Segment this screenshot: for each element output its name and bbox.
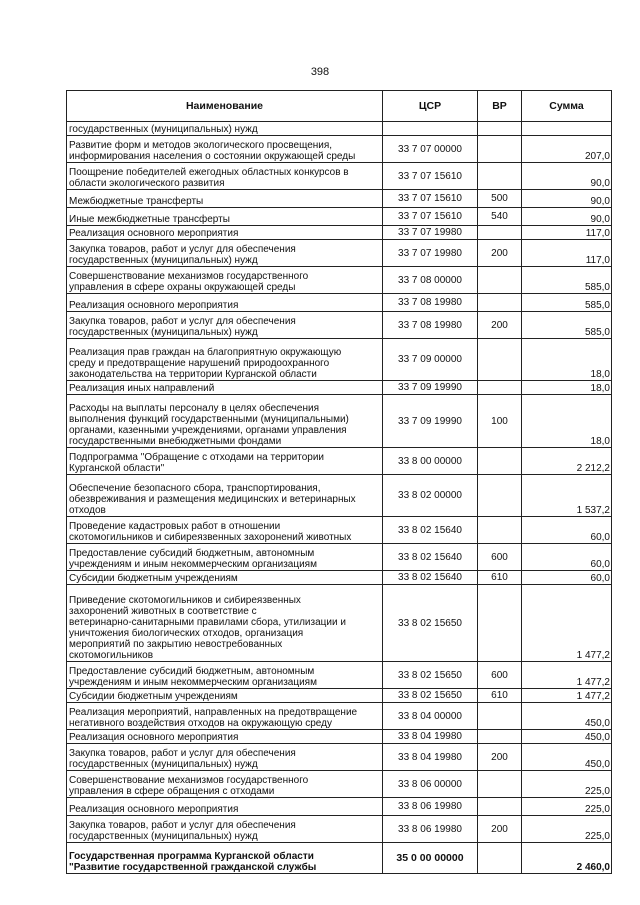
row-vr <box>478 798 522 816</box>
row-name: Закупка товаров, работ и услуг для обеспечения государственных (муниципальных) нужд <box>67 240 383 267</box>
row-name: Совершенствование механизмов государственного управления в сфере охраны окружающей среды <box>67 267 383 294</box>
row-sum: 207,0 <box>522 136 612 163</box>
row-csr: 33 7 09 00000 <box>383 339 478 381</box>
table-row <box>67 294 612 312</box>
row-name: Проведение кадастровых работ в отношении скотомогильников и сибиреязвенных захоронений животных <box>67 517 383 544</box>
table-row <box>67 798 612 816</box>
row-sum: 225,0 <box>522 798 612 816</box>
row-name: Предоставление субсидий бюджетным, автономным учреждениям и иным некоммерческим организациям <box>67 662 383 689</box>
row-sum: 225,0 <box>522 816 612 843</box>
row-sum: 117,0 <box>522 240 612 267</box>
row-sum: 1 477,2 <box>522 585 612 662</box>
row-name: Закупка товаров, работ и услуг для обеспечения государственных (муниципальных) нужд <box>67 816 383 843</box>
row-vr <box>478 163 522 190</box>
row-vr: 610 <box>478 571 522 585</box>
row-csr: 33 8 02 00000 <box>383 475 478 517</box>
row-vr <box>478 381 522 395</box>
row-name: Подпрограмма "Обращение с отходами на территории Курганской области" <box>67 448 383 475</box>
row-sum: 2 460,0 <box>522 843 612 874</box>
row-sum: 18,0 <box>522 339 612 381</box>
row-vr: 100 <box>478 395 522 448</box>
row-sum: 1 477,2 <box>522 689 612 703</box>
row-csr: 33 7 07 19980 <box>383 240 478 267</box>
row-vr <box>478 585 522 662</box>
row-csr: 33 8 02 15650 <box>383 585 478 662</box>
table-row <box>67 312 612 339</box>
row-name: Иные межбюджетные трансферты <box>67 208 383 226</box>
table-row <box>67 395 612 448</box>
table-row <box>67 771 612 798</box>
row-name: Государственная программа Курганской области "Развитие государственной гражданской службы <box>67 843 383 874</box>
row-vr: 500 <box>478 190 522 208</box>
table-row <box>67 703 612 730</box>
table-row <box>67 571 612 585</box>
table-row <box>67 163 612 190</box>
row-vr <box>478 703 522 730</box>
row-csr: 33 8 06 19980 <box>383 816 478 843</box>
row-csr: 33 8 06 19980 <box>383 798 478 816</box>
row-sum: 60,0 <box>522 571 612 585</box>
row-vr: 200 <box>478 312 522 339</box>
row-name: Субсидии бюджетным учреждениям <box>67 571 383 585</box>
table-row <box>67 730 612 744</box>
row-name: Закупка товаров, работ и услуг для обеспечения государственных (муниципальных) нужд <box>67 312 383 339</box>
row-csr: 33 7 07 15610 <box>383 190 478 208</box>
row-name: Субсидии бюджетным учреждениям <box>67 689 383 703</box>
row-name: Приведение скотомогильников и сибиреязвенных захоронений животных в соответствие с ветеринарно-санитарными правилами сбора, утилизации и уничтожения биологических отходов, организация мероприятий по закрытию невостребованных скотомогильников <box>67 585 383 662</box>
table-row <box>67 843 612 874</box>
row-name: Обеспечение безопасного сбора, транспортирования, обезвреживания и размещения медицинских и ветеринарных отходов <box>67 475 383 517</box>
table-row <box>67 122 612 136</box>
row-sum: 450,0 <box>522 703 612 730</box>
row-csr: 33 7 07 00000 <box>383 136 478 163</box>
row-name: Закупка товаров, работ и услуг для обеспечения государственных (муниципальных) нужд <box>67 744 383 771</box>
table-row <box>67 544 612 571</box>
row-csr: 35 0 00 00000 <box>383 843 478 874</box>
table-row <box>67 208 612 226</box>
row-sum <box>522 122 612 136</box>
row-vr <box>478 843 522 874</box>
table-row <box>67 226 612 240</box>
table-row <box>67 136 612 163</box>
table-row <box>67 662 612 689</box>
row-csr: 33 7 08 19980 <box>383 294 478 312</box>
row-vr: 540 <box>478 208 522 226</box>
table-row <box>67 744 612 771</box>
row-name: Расходы на выплаты персоналу в целях обеспечения выполнения функций государственными (муниципальными) органами, казенными учреждениями, органами управления государственными внебюджетными фондами <box>67 395 383 448</box>
row-csr: 33 8 02 15640 <box>383 517 478 544</box>
row-csr: 33 8 04 19980 <box>383 744 478 771</box>
row-csr: 33 8 06 00000 <box>383 771 478 798</box>
table-row <box>67 517 612 544</box>
row-sum: 60,0 <box>522 544 612 571</box>
row-sum: 18,0 <box>522 381 612 395</box>
row-name: Реализация основного мероприятия <box>67 730 383 744</box>
row-sum: 90,0 <box>522 190 612 208</box>
row-csr: 33 7 07 19980 <box>383 226 478 240</box>
row-sum: 60,0 <box>522 517 612 544</box>
table-header-row <box>67 91 612 122</box>
row-sum: 1 477,2 <box>522 662 612 689</box>
row-sum: 18,0 <box>522 395 612 448</box>
row-sum: 1 537,2 <box>522 475 612 517</box>
row-vr: 610 <box>478 689 522 703</box>
row-csr <box>383 122 478 136</box>
row-name: Реализация иных направлений <box>67 381 383 395</box>
row-sum: 585,0 <box>522 267 612 294</box>
row-name: Реализация прав граждан на благоприятную окружающую среду и предотвращение нарушений природоохранного законодательства на территории Курганской области <box>67 339 383 381</box>
header-vr: ВР <box>478 91 522 122</box>
row-name: Реализация основного мероприятия <box>67 294 383 312</box>
table-row <box>67 448 612 475</box>
row-vr <box>478 475 522 517</box>
row-vr <box>478 226 522 240</box>
row-csr: 33 8 02 15640 <box>383 544 478 571</box>
table-row <box>67 339 612 381</box>
row-vr <box>478 517 522 544</box>
row-name: Реализация основного мероприятия <box>67 226 383 240</box>
row-name: Реализация мероприятий, направленных на предотвращение негативного воздействия отходов на окружающую среду <box>67 703 383 730</box>
row-csr: 33 8 04 00000 <box>383 703 478 730</box>
page-number: 398 <box>310 66 330 78</box>
row-vr <box>478 294 522 312</box>
table-row <box>67 190 612 208</box>
row-csr: 33 7 07 15610 <box>383 208 478 226</box>
row-sum: 450,0 <box>522 730 612 744</box>
row-name: Межбюджетные трансферты <box>67 190 383 208</box>
table-row <box>67 267 612 294</box>
budget-table <box>66 90 612 874</box>
table-row <box>67 240 612 267</box>
table-row <box>67 585 612 662</box>
row-name: государственных (муниципальных) нужд <box>67 122 383 136</box>
row-name: Поощрение победителей ежегодных областных конкурсов в области экологического развития <box>67 163 383 190</box>
row-csr: 33 7 08 00000 <box>383 267 478 294</box>
row-sum: 117,0 <box>522 226 612 240</box>
row-sum: 90,0 <box>522 208 612 226</box>
row-csr: 33 8 00 00000 <box>383 448 478 475</box>
table-row <box>67 816 612 843</box>
table-row <box>67 689 612 703</box>
row-vr: 600 <box>478 544 522 571</box>
row-vr <box>478 771 522 798</box>
row-csr: 33 7 09 19990 <box>383 395 478 448</box>
row-sum: 585,0 <box>522 294 612 312</box>
row-csr: 33 8 02 15640 <box>383 571 478 585</box>
row-vr <box>478 730 522 744</box>
row-sum: 2 212,2 <box>522 448 612 475</box>
row-vr <box>478 448 522 475</box>
row-sum: 225,0 <box>522 771 612 798</box>
row-csr: 33 8 02 15650 <box>383 662 478 689</box>
row-vr <box>478 122 522 136</box>
table-body <box>67 122 612 874</box>
row-sum: 90,0 <box>522 163 612 190</box>
row-csr: 33 7 08 19980 <box>383 312 478 339</box>
row-vr: 200 <box>478 816 522 843</box>
header-name: Наименование <box>67 91 383 122</box>
row-vr <box>478 339 522 381</box>
row-vr <box>478 136 522 163</box>
table-row <box>67 381 612 395</box>
row-csr: 33 7 07 15610 <box>383 163 478 190</box>
table-row <box>67 475 612 517</box>
row-csr: 33 7 09 19990 <box>383 381 478 395</box>
row-vr <box>478 267 522 294</box>
row-name: Совершенствование механизмов государственного управления в сфере обращения с отходами <box>67 771 383 798</box>
row-csr: 33 8 02 15650 <box>383 689 478 703</box>
row-vr: 200 <box>478 744 522 771</box>
row-csr: 33 8 04 19980 <box>383 730 478 744</box>
header-sum: Сумма <box>522 91 612 122</box>
row-sum: 450,0 <box>522 744 612 771</box>
row-name: Предоставление субсидий бюджетным, автономным учреждениям и иным некоммерческим организациям <box>67 544 383 571</box>
row-vr: 200 <box>478 240 522 267</box>
row-name: Реализация основного мероприятия <box>67 798 383 816</box>
row-vr: 600 <box>478 662 522 689</box>
row-name: Развитие форм и методов экологического просвещения, информирования населения о состоянии окружающей среды <box>67 136 383 163</box>
row-sum: 585,0 <box>522 312 612 339</box>
header-csr: ЦСР <box>383 91 478 122</box>
